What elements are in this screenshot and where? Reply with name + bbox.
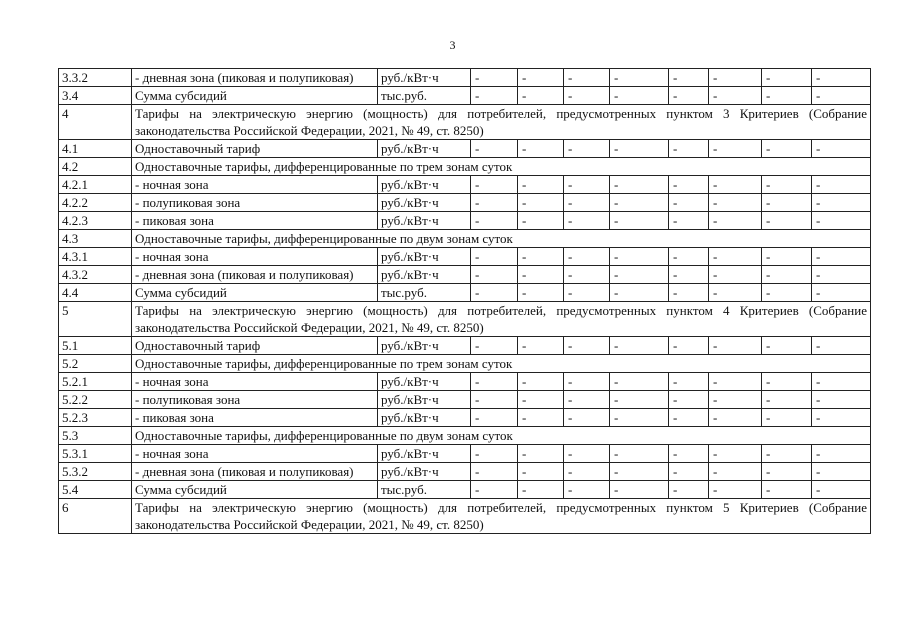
value-cell: - [564,373,610,391]
value-cell: - [610,69,669,87]
table-row [59,409,871,427]
value-cell: - [762,409,812,427]
value-cell: - [610,337,669,355]
table-row [59,445,871,463]
value-cell: - [669,266,709,284]
row-label: Одноставочный тариф [132,140,378,158]
value-cell: - [709,337,762,355]
row-code: 4.2 [59,158,132,176]
table-row [59,105,871,140]
value-cell: - [709,409,762,427]
value-cell: - [669,463,709,481]
value-cell: - [669,284,709,302]
row-code: 5.1 [59,337,132,355]
value-cell: - [518,463,564,481]
value-cell: - [669,140,709,158]
value-cell: - [709,463,762,481]
row-unit: руб./кВт·ч [378,463,471,481]
subsection-title: Одноставочные тарифы, дифференцированные по трем зонам суток [132,158,871,176]
table-row [59,87,871,105]
value-cell: - [812,212,871,230]
subsection-title: Одноставочные тарифы, дифференцированные по двум зонам суток [132,427,871,445]
value-cell: - [669,409,709,427]
row-label: - полупиковая зона [132,391,378,409]
row-unit: руб./кВт·ч [378,409,471,427]
value-cell: - [669,176,709,194]
row-unit: руб./кВт·ч [378,212,471,230]
value-cell: - [762,176,812,194]
row-label: Одноставочный тариф [132,337,378,355]
table-row [59,337,871,355]
value-cell: - [564,463,610,481]
row-label: - пиковая зона [132,212,378,230]
value-cell: - [669,373,709,391]
value-cell: - [762,212,812,230]
value-cell: - [812,266,871,284]
value-cell: - [471,337,518,355]
value-cell: - [610,266,669,284]
value-cell: - [564,176,610,194]
value-cell: - [610,481,669,499]
row-unit: руб./кВт·ч [378,445,471,463]
value-cell: - [564,481,610,499]
table-row [59,176,871,194]
value-cell: - [518,69,564,87]
table-row [59,302,871,337]
value-cell: - [471,373,518,391]
value-cell: - [762,248,812,266]
value-cell: - [709,266,762,284]
row-label: - ночная зона [132,248,378,266]
value-cell: - [669,391,709,409]
value-cell: - [762,337,812,355]
value-cell: - [471,212,518,230]
row-label: - дневная зона (пиковая и полупиковая) [132,69,378,87]
row-code: 3.3.2 [59,69,132,87]
value-cell: - [610,409,669,427]
row-label: - пиковая зона [132,409,378,427]
value-cell: - [471,445,518,463]
value-cell: - [610,284,669,302]
table-row [59,284,871,302]
row-unit: тыс.руб. [378,87,471,105]
value-cell: - [471,87,518,105]
value-cell: - [762,69,812,87]
row-code: 4.2.1 [59,176,132,194]
value-cell: - [610,87,669,105]
value-cell: - [518,391,564,409]
row-code: 5.2 [59,355,132,373]
row-unit: руб./кВт·ч [378,373,471,391]
value-cell: - [471,248,518,266]
value-cell: - [610,373,669,391]
value-cell: - [709,176,762,194]
row-code: 4.2.2 [59,194,132,212]
section-title: Тарифы на электрическую энергию (мощность) для потребителей, предусмотренных пунктом 3 Критериев (Собрание законодательства Российской Федерации, 2021, № 49, ст. 8250) [132,105,871,140]
value-cell: - [518,194,564,212]
value-cell: - [762,391,812,409]
value-cell: - [518,373,564,391]
value-cell: - [610,176,669,194]
value-cell: - [610,212,669,230]
value-cell: - [518,248,564,266]
value-cell: - [471,176,518,194]
row-label: - дневная зона (пиковая и полупиковая) [132,266,378,284]
row-label: - ночная зона [132,445,378,463]
value-cell: - [610,194,669,212]
value-cell: - [812,463,871,481]
table-row [59,427,871,445]
row-unit: руб./кВт·ч [378,140,471,158]
table-row [59,69,871,87]
value-cell: - [812,87,871,105]
value-cell: - [762,481,812,499]
value-cell: - [812,373,871,391]
row-code: 4.3 [59,230,132,248]
value-cell: - [564,212,610,230]
table-row [59,463,871,481]
value-cell: - [471,391,518,409]
value-cell: - [762,373,812,391]
row-unit: тыс.руб. [378,481,471,499]
value-cell: - [518,87,564,105]
section-title: Тарифы на электрическую энергию (мощность) для потребителей, предусмотренных пунктом 5 Критериев (Собрание законодательства Российской Федерации, 2021, № 49, ст. 8250) [132,499,871,534]
section-title: Тарифы на электрическую энергию (мощность) для потребителей, предусмотренных пунктом 4 Критериев (Собрание законодательства Российской Федерации, 2021, № 49, ст. 8250) [132,302,871,337]
value-cell: - [812,445,871,463]
value-cell: - [518,337,564,355]
row-unit: руб./кВт·ч [378,248,471,266]
row-unit: руб./кВт·ч [378,69,471,87]
row-code: 4.3.1 [59,248,132,266]
value-cell: - [518,212,564,230]
value-cell: - [471,140,518,158]
value-cell: - [610,248,669,266]
row-code: 4.1 [59,140,132,158]
table-row [59,499,871,534]
row-unit: руб./кВт·ч [378,176,471,194]
value-cell: - [471,266,518,284]
value-cell: - [518,284,564,302]
value-cell: - [471,481,518,499]
value-cell: - [812,69,871,87]
value-cell: - [471,69,518,87]
row-code: 4.2.3 [59,212,132,230]
row-code: 3.4 [59,87,132,105]
value-cell: - [564,391,610,409]
value-cell: - [812,391,871,409]
table-row [59,212,871,230]
row-code: 5.3 [59,427,132,445]
table-row [59,266,871,284]
page-number: 3 [449,38,456,52]
value-cell: - [564,445,610,463]
table-row [59,373,871,391]
value-cell: - [518,445,564,463]
value-cell: - [610,445,669,463]
value-cell: - [669,87,709,105]
value-cell: - [669,248,709,266]
row-unit: руб./кВт·ч [378,391,471,409]
row-code: 5.2.2 [59,391,132,409]
value-cell: - [812,284,871,302]
value-cell: - [762,284,812,302]
value-cell: - [564,409,610,427]
row-label: Сумма субсидий [132,87,378,105]
row-unit: руб./кВт·ч [378,266,471,284]
value-cell: - [564,337,610,355]
row-label: Сумма субсидий [132,284,378,302]
row-label: - дневная зона (пиковая и полупиковая) [132,463,378,481]
table-row [59,158,871,176]
value-cell: - [812,140,871,158]
value-cell: - [812,409,871,427]
value-cell: - [709,481,762,499]
subsection-title: Одноставочные тарифы, дифференцированные по двум зонам суток [132,230,871,248]
value-cell: - [610,140,669,158]
value-cell: - [518,481,564,499]
row-label: - ночная зона [132,176,378,194]
value-cell: - [709,284,762,302]
value-cell: - [471,409,518,427]
row-code: 5.2.3 [59,409,132,427]
table-row [59,355,871,373]
row-label: Сумма субсидий [132,481,378,499]
value-cell: - [812,248,871,266]
table-row [59,391,871,409]
value-cell: - [812,481,871,499]
value-cell: - [709,212,762,230]
value-cell: - [564,266,610,284]
value-cell: - [610,463,669,481]
row-code: 6 [59,499,132,534]
value-cell: - [762,266,812,284]
value-cell: - [812,176,871,194]
value-cell: - [762,445,812,463]
value-cell: - [564,248,610,266]
row-unit: тыс.руб. [378,284,471,302]
row-label: - ночная зона [132,373,378,391]
value-cell: - [709,140,762,158]
value-cell: - [518,409,564,427]
row-code: 5 [59,302,132,337]
row-unit: руб./кВт·ч [378,194,471,212]
value-cell: - [669,194,709,212]
value-cell: - [812,337,871,355]
value-cell: - [518,140,564,158]
value-cell: - [709,87,762,105]
table-row [59,481,871,499]
table-body [59,69,871,534]
value-cell: - [762,194,812,212]
value-cell: - [564,69,610,87]
value-cell: - [564,140,610,158]
row-code: 5.3.2 [59,463,132,481]
row-code: 4.3.2 [59,266,132,284]
value-cell: - [709,445,762,463]
row-code: 4 [59,105,132,140]
value-cell: - [709,391,762,409]
value-cell: - [564,284,610,302]
value-cell: - [518,176,564,194]
value-cell: - [471,463,518,481]
value-cell: - [669,445,709,463]
value-cell: - [669,212,709,230]
value-cell: - [709,248,762,266]
row-unit: руб./кВт·ч [378,337,471,355]
value-cell: - [669,69,709,87]
row-code: 5.3.1 [59,445,132,463]
value-cell: - [762,87,812,105]
value-cell: - [709,194,762,212]
value-cell: - [610,391,669,409]
row-code: 5.2.1 [59,373,132,391]
value-cell: - [471,194,518,212]
table-row [59,194,871,212]
value-cell: - [669,337,709,355]
value-cell: - [518,266,564,284]
tariff-table [58,68,871,534]
table-row [59,140,871,158]
value-cell: - [709,373,762,391]
value-cell: - [471,284,518,302]
value-cell: - [709,69,762,87]
table-row [59,248,871,266]
value-cell: - [669,481,709,499]
table-row [59,230,871,248]
row-code: 4.4 [59,284,132,302]
value-cell: - [564,194,610,212]
row-code: 5.4 [59,481,132,499]
value-cell: - [812,194,871,212]
value-cell: - [762,140,812,158]
value-cell: - [762,463,812,481]
row-label: - полупиковая зона [132,194,378,212]
subsection-title: Одноставочные тарифы, дифференцированные по трем зонам суток [132,355,871,373]
value-cell: - [564,87,610,105]
